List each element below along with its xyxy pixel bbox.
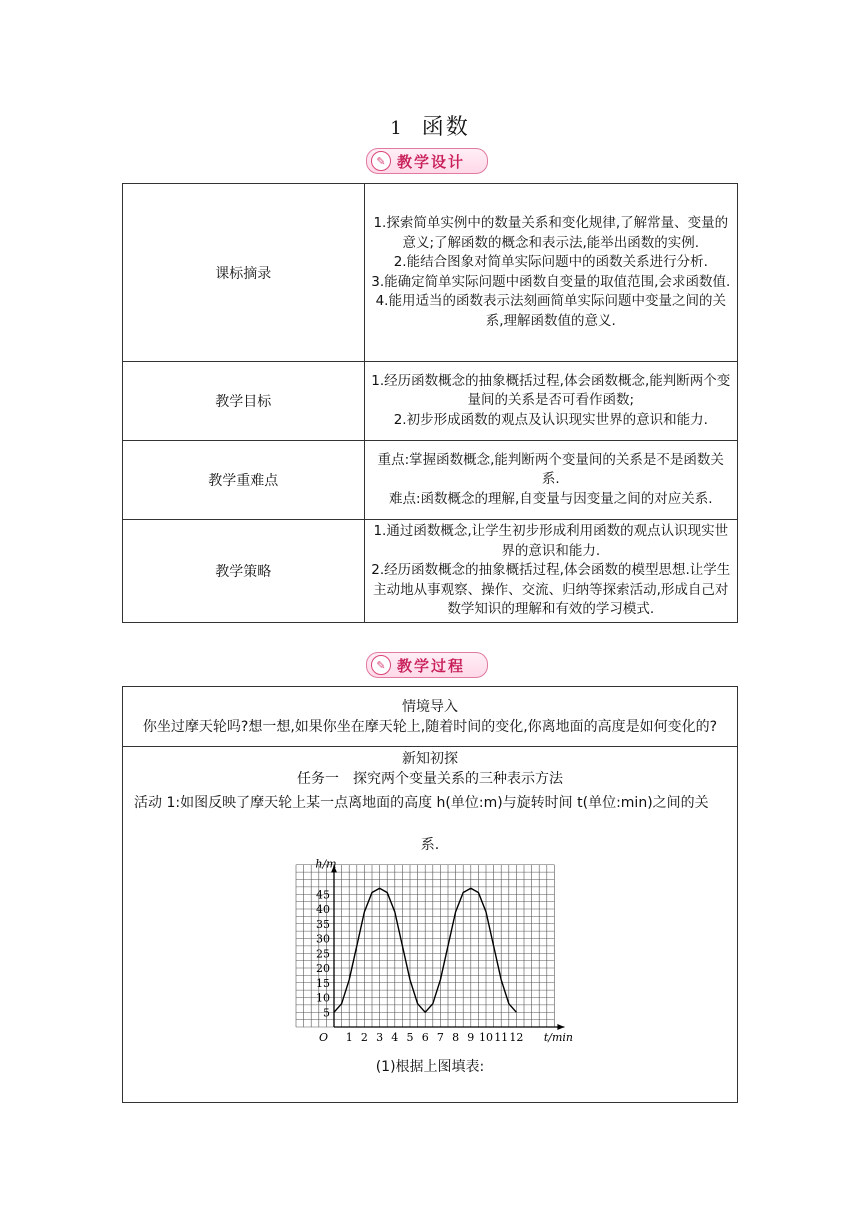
y-axis-label: h/m <box>315 857 337 871</box>
row-key: 教学策略 <box>123 520 365 623</box>
row-key: 教学目标 <box>123 362 365 441</box>
new-knowledge-cell <box>123 747 738 1103</box>
badge-label: 教学设计 <box>397 152 466 171</box>
table-row <box>123 747 738 1103</box>
value-line: 重点:掌握函数概念,能判断两个变量间的关系是不是函数关系. <box>377 451 724 488</box>
row-value <box>364 362 737 441</box>
x-tick-label: 5 <box>406 1031 414 1044</box>
table-row <box>123 362 738 441</box>
x-tick-label: 1 <box>345 1031 353 1044</box>
row-key: 教学重难点 <box>123 441 365 520</box>
intro-text: 你坐过摩天轮吗?想一想,如果你坐在摩天轮上,随着时间的变化,你离地面的高度是如何变化的? <box>142 718 718 735</box>
value-line: 1.通过函数概念,让学生初步形成利用函数的观点认识现实世界的意识和能力. <box>373 523 729 559</box>
value-line: 2.初步形成函数的观点及认识现实世界的意识和能力. <box>393 411 708 428</box>
y-tick-label: 25 <box>316 947 330 961</box>
badge-label: 教学过程 <box>397 656 466 675</box>
teaching-process-table <box>122 686 738 1103</box>
activity-text-end: 系. <box>420 837 440 853</box>
y-tick-label: 45 <box>316 888 330 902</box>
page-title <box>0 110 860 141</box>
section-number: 1 <box>390 118 404 139</box>
x-axis-arrow <box>557 1024 564 1030</box>
row-value <box>364 441 737 520</box>
value-line: 4.能用适当的函数表示法刻画简单实际问题中变量之间的关系,理解函数值的意义. <box>375 293 726 329</box>
y-tick-label: 5 <box>323 1006 330 1020</box>
ferris-wheel-height-chart <box>290 857 573 1051</box>
x-tick-label: 3 <box>376 1031 384 1044</box>
teaching-design-table <box>122 183 738 623</box>
table-row <box>123 184 738 362</box>
value-line: 1.经历函数概念的抽象概括过程,体会函数概念,能判断两个变量间的关系是否可看作函数; <box>371 372 731 409</box>
teaching-design-badge <box>366 148 488 174</box>
task-heading: 任务一 探究两个变量关系的三种表示方法 <box>297 771 563 787</box>
new-heading: 新知初探 <box>402 751 458 767</box>
badge-icon: ✎ <box>371 655 391 675</box>
value-line: 1.探索简单实例中的数量关系和变化规律,了解常量、变量的意义;了解函数的概念和表示法,能举出函数的实例. <box>373 215 729 251</box>
x-tick-label: 4 <box>391 1031 399 1044</box>
y-tick-label: 40 <box>316 903 330 916</box>
y-tick-label: 20 <box>316 962 330 975</box>
value-line: 2.能结合图象对简单实际问题中的函数关系进行分析. <box>393 254 708 270</box>
badge-icon: ✎ <box>371 151 391 171</box>
intro-cell <box>123 687 738 747</box>
y-tick-label: 15 <box>316 976 330 990</box>
table-row <box>123 441 738 520</box>
activity-text: 活动 1:如图反映了摩天轮上某一点离地面的高度 h(单位:m)与旋转时间 t(单位:min)之间的关 <box>134 795 709 811</box>
x-tick-label: 10 <box>479 1031 493 1044</box>
x-axis-label: t/min <box>543 1031 573 1044</box>
value-line: 难点:函数概念的理解,自变量与因变量之间的对应关系. <box>388 490 713 507</box>
row-value <box>364 520 737 623</box>
x-tick-label: 8 <box>452 1031 460 1044</box>
x-tick-label: 7 <box>436 1031 444 1044</box>
row-key: 课标摘录 <box>123 184 365 362</box>
x-tick-label: 6 <box>421 1031 429 1044</box>
x-tick-label: 11 <box>494 1031 509 1044</box>
section-title: 函数 <box>421 115 470 140</box>
fill-table-prompt: (1)根据上图填表: <box>375 1059 485 1075</box>
y-tick-label: 30 <box>316 932 330 946</box>
y-tick-label: 35 <box>316 917 330 931</box>
x-tick-label: 9 <box>467 1031 475 1044</box>
x-tick-label: 12 <box>509 1031 524 1044</box>
y-tick-label: 10 <box>316 991 330 1005</box>
x-tick-label: 2 <box>360 1031 368 1044</box>
table-row <box>123 687 738 747</box>
row-value <box>364 184 737 362</box>
teaching-process-badge <box>366 652 488 678</box>
value-line: 3.能确定简单实际问题中函数自变量的取值范围,会求函数值. <box>371 273 731 290</box>
value-line: 2.经历函数概念的抽象概括过程,体会函数的模型思想.让学生主动地从事观察、操作、交流、归纳等探索活动,形成自己对数学知识的理解和有效的学习模式. <box>371 562 731 617</box>
table-row <box>123 520 738 623</box>
intro-heading: 情境导入 <box>402 698 458 715</box>
origin-label: O <box>318 1031 328 1044</box>
